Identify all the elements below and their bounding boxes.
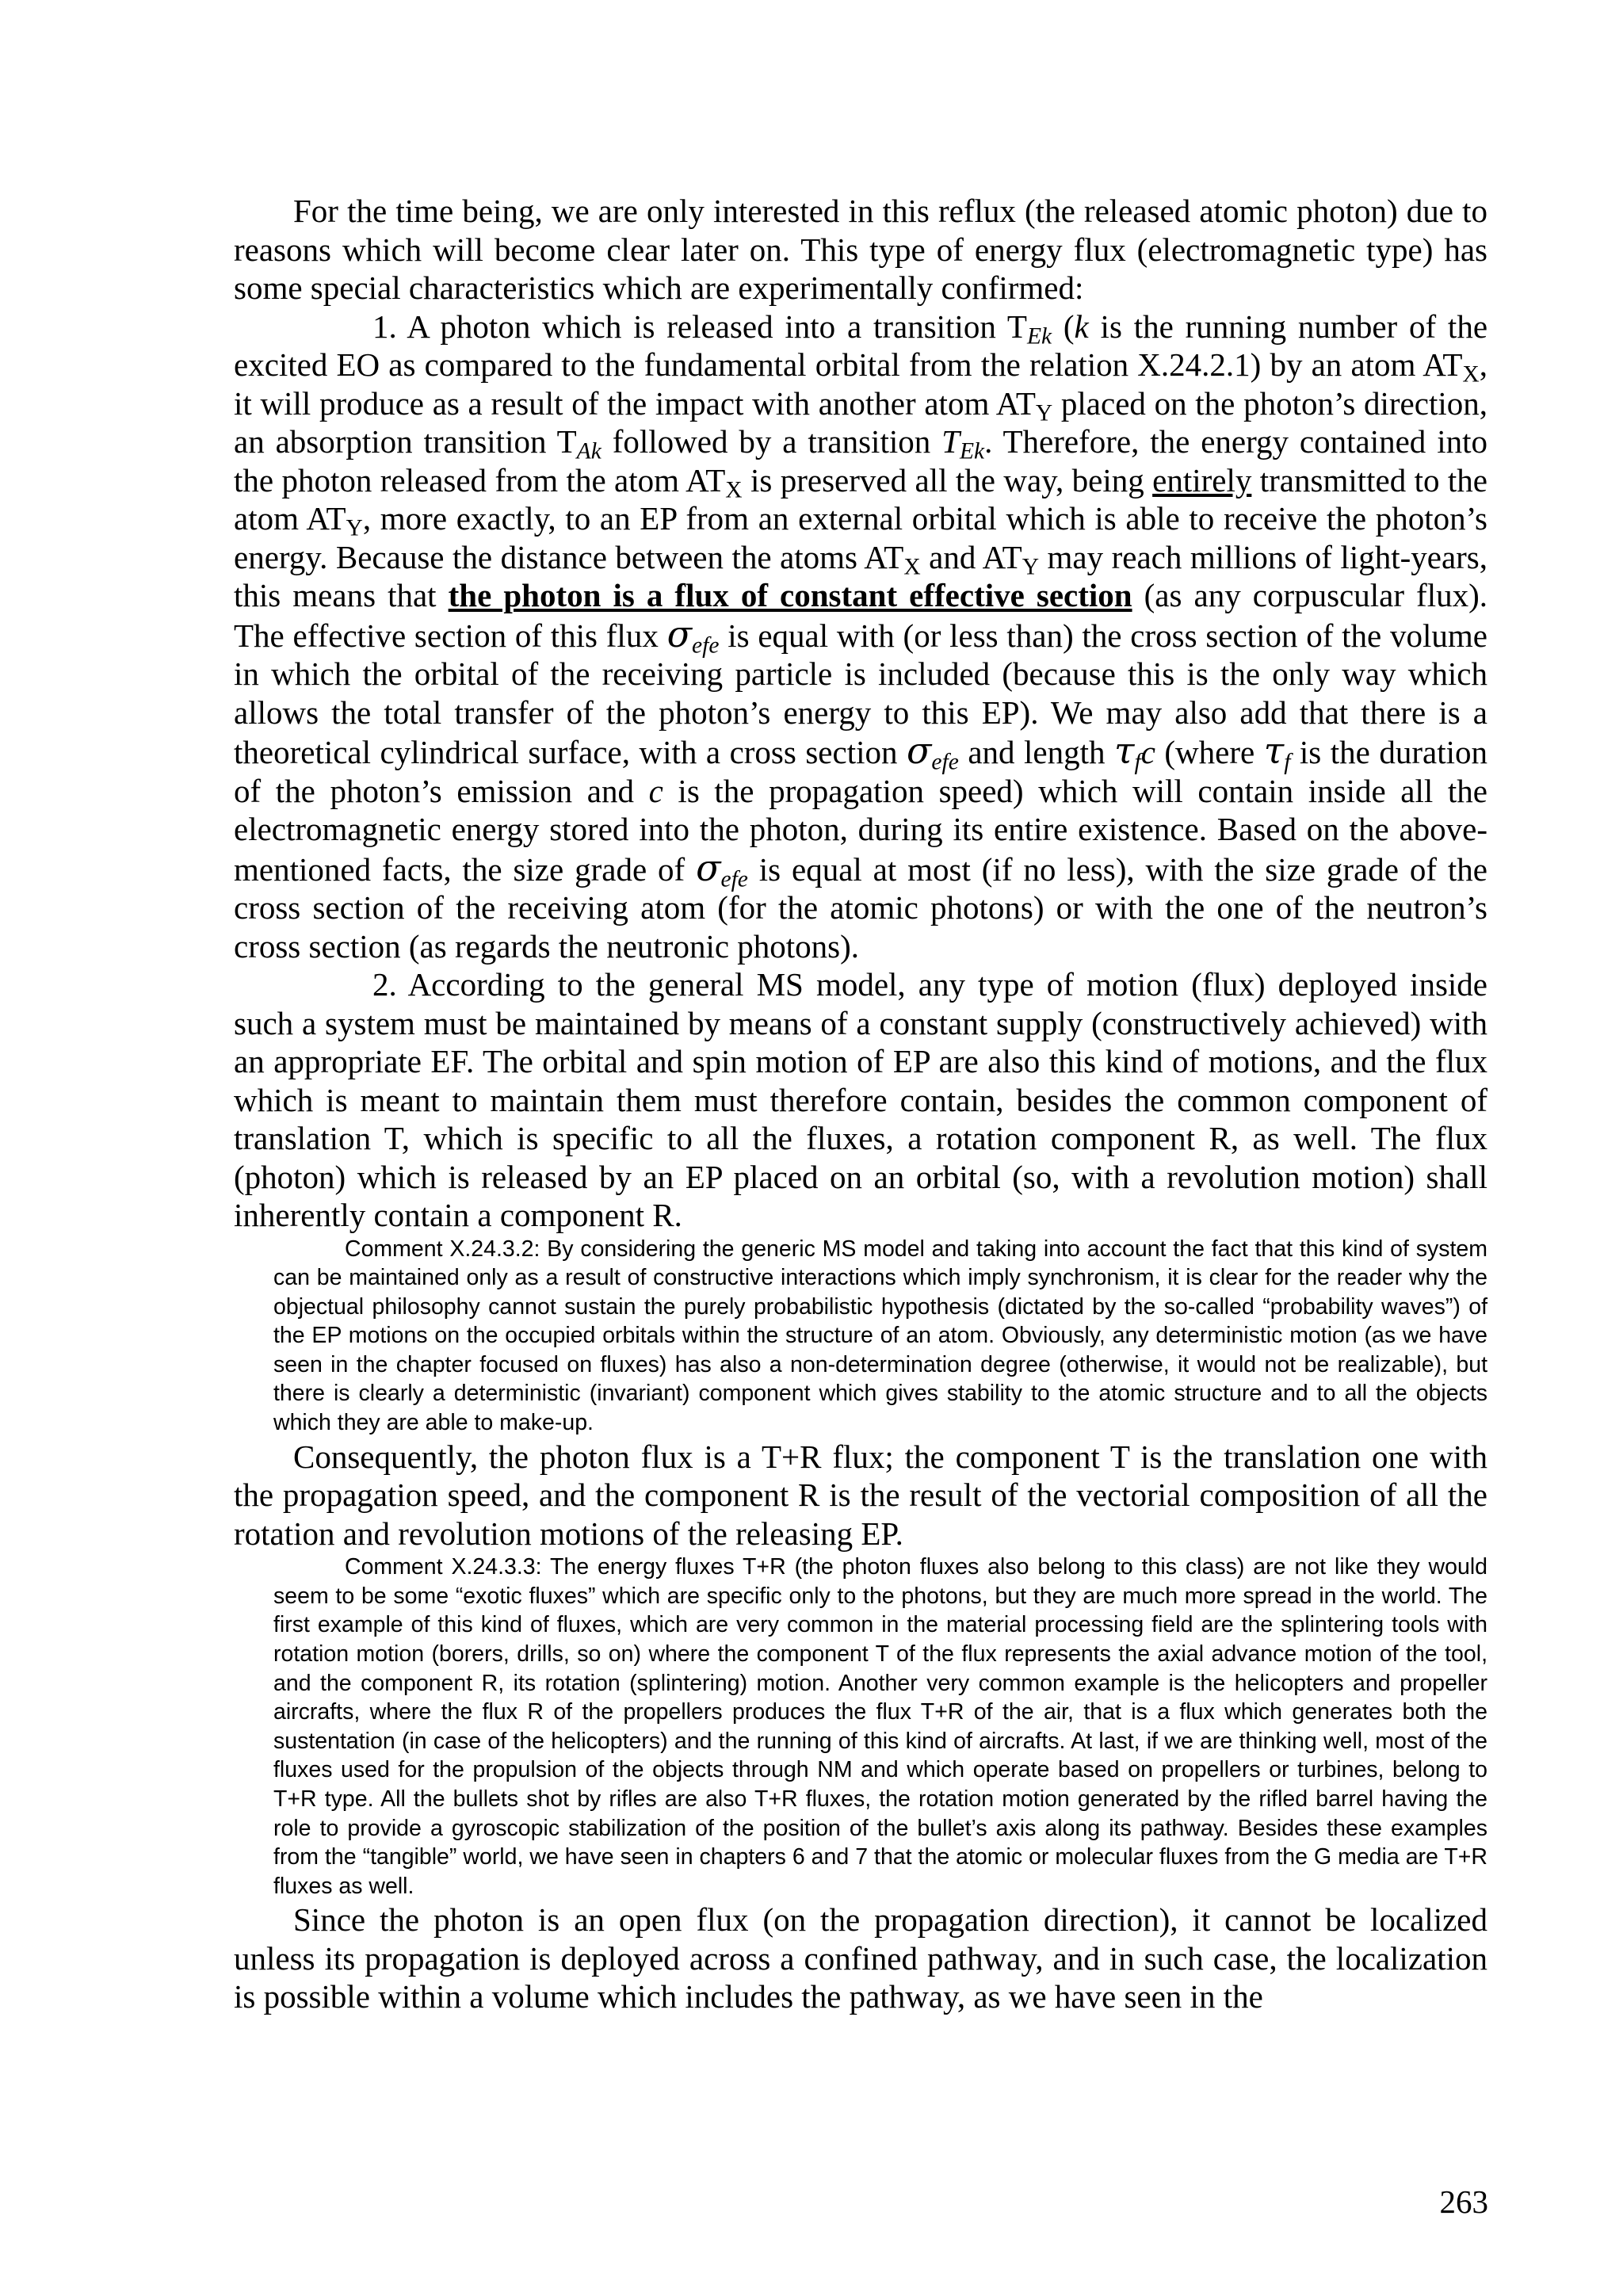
underlined-entirely: entirely [1152,461,1252,499]
paragraph-point-1: 1. A photon which is released into a transition $T_{Ek}$ (k is the running number of the excited EO as compared to the fundamental orbital from the relation X.24.2.1) by an atom $AT_X$, it will produce as a result of the impact with another atom $AT_Y$ placed on the photon’s direction, an absorption transition $T_{Ak}$ followed by a transition $T_{Ek}$. Therefore, the energy contained into the photon released from the atom $AT_X$ is preserved all the way, being entirely transmitted to the atom $AT_Y$, more exactly, to an EP from an external orbital which is able to receive the photon’s energy. Because the distance between the atoms $AT_X$ and $AT_Y$ may reach millions of light-years, this means that the photon is a flux of constant effective section (as any corpuscular flux). The effective section of this flux $\sigma_{efe}$ is equal with (or less than) the cross section of the volume in which the orbital of the receiving particle is included (because this is the only way which allows the total transfer of the photon’s energy to this EP). We may also add that there is a theoretical cylindrical surface, with a cross section $\sigma_{efe}$ and length $\tau_fc$ (where $\tau_f$ is the duration of the photon’s emission and c is the propagation speed) which will contain inside all the electromagnetic energy stored into the photon, during its entire existence. Based on the above-mentioned facts, the size grade of $\sigma_{efe}$ is equal at most (if no less), with the size grade of the cross section of the receiving atom (for the atomic photons) or with the one of the neutron’s cross section (as regards the neutronic photons). [234,308,1488,965]
page-number: 263 [1439,2183,1488,2220]
paragraph-point-2: 2. According to the general MS model, any type of motion (flux) deployed inside such a system must be maintained by means of a constant supply (constructively achieved) with an appropriate EF. The orbital and spin motion of EP are also this kind of motions, and the flux which is meant to maintain them must therefore contain, besides the common component of translation T, which is specific to all the fluxes, a rotation component R, as well. The flux (photon) which is released by an EP placed on an orbital (so, with a revolution motion) shall inherently contain a component R. [234,966,1487,1233]
body-text [234,192,1487,2016]
comment-x-24-3-2: Comment X.24.3.2: By considering the generic MS model and taking into account the fact that this kind of system can be maintained only as a result of constructive interactions which imply synchronism, it is clear for the reader why the objectual philosophy cannot sustain the purely probabilistic hypothesis (dictated by the so-called “probability waves”) of the EP motions on the occupied orbitals within the structure of an atom. Obviously, any deterministic motion (as we have seen in the chapter focused on fluxes) has also a non-determination degree (otherwise, it would not be realizable), but there is clearly a deterministic (invariant) component which gives stability to the atomic structure and to all the objects which they are able to make-up. [273,1236,1487,1436]
paragraph-intro: For the time being, we are only interested in this reflux (the released atomic photon) due to reasons which will become clear later on. This type of energy flux (electromagnetic type) has some special characteristics which are experimentally confirmed: [234,193,1487,306]
paragraph-open-flux: Since the photon is an open flux (on the propagation direction), it cannot be localized unless its propagation is deployed across a confined pathway, and in such case, the localization is possible within a volume which includes the pathway, as we have seen in the [234,1901,1487,2015]
comment-x-24-3-3: Comment X.24.3.3: The energy fluxes T+R (the photon fluxes also belong to this class) are not like they would seem to be some “exotic fluxes” which are specific only to the photons, but they are much more spread in the world. The first example of this kind of fluxes, which are very common in the material processing field are the splintering tools with rotation motion (borers, drills, so on) where the component T of the flux represents the axial advance motion of the tool, and the component R, its rotation (splintering) motion. Another very common example is the helicopters and propeller aircrafts, where the flux R of the propellers produces the flux T+R of the air, that is a flux which generates both the sustentation (in case of the helicopters) and the running of this kind of aircrafts. At last, if we are thinking well, most of the fluxes used for the propulsion of the objects through NM and which operate based on propellers or turbines, belong to T+R type. All the bullets shot by rifles are also T+R fluxes, the rotation motion generated by the rifled barrel having the role to provide a gyroscopic stabilization of the position of the bullet’s axis along its pathway. Besides these examples from the “tangible” world, we have seen in chapters 6 and 7 that the atomic or molecular fluxes from the G media are T+R fluxes as well. [273,1554,1487,1899]
paragraph-consequently: Consequently, the photon flux is a T+R flux; the component T is the translation one with the propagation speed, and the component R is the result of the vectorial composition of all the rotation and revolution motions of the releasing EP. [234,1438,1487,1552]
emphasis-constant-section: the photon is a flux of constant effective section [448,577,1132,613]
